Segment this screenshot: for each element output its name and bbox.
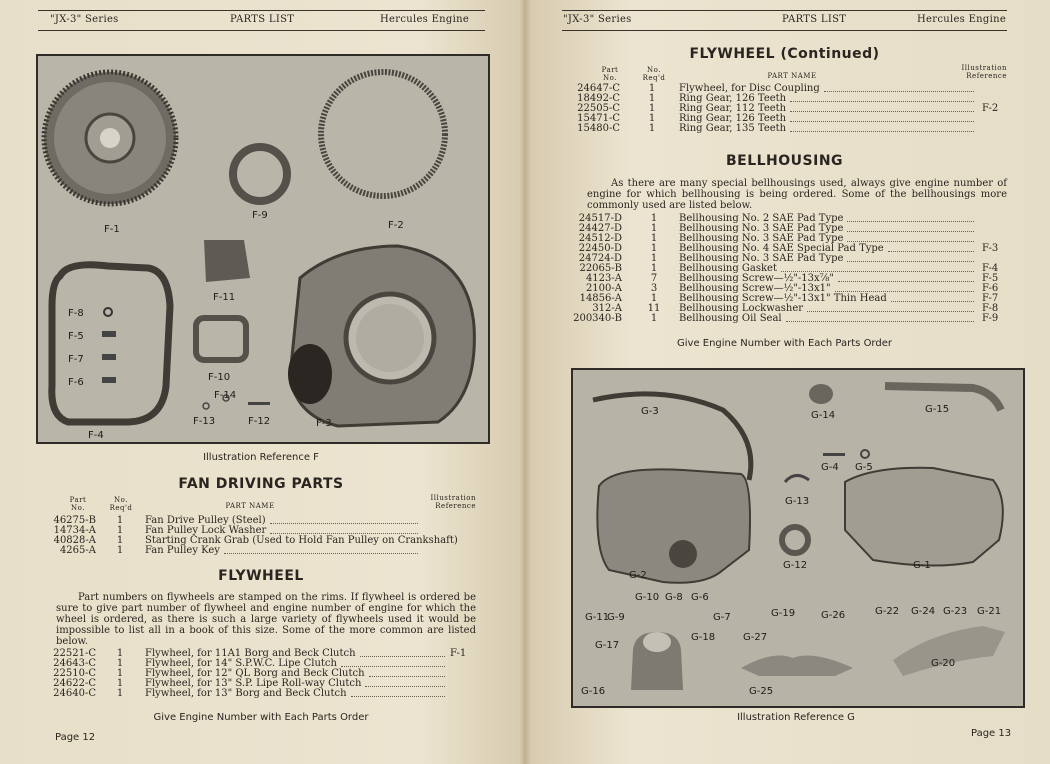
quantity: 1 [650,313,658,324]
part-number: 24643-C [53,658,96,669]
cover-plate-part [204,240,250,282]
part-number: 24517-D [578,213,622,224]
quantity: 1 [648,123,656,134]
quantity: 1 [116,545,124,556]
label-f2: F-2 [388,220,404,231]
page-number-left: Page 12 [55,732,96,743]
table-row [562,304,1007,314]
dot-leader [807,311,974,312]
quantity: 1 [648,93,656,104]
part-number: 14856-A [579,293,622,304]
part-number: 15471-C [577,113,620,124]
part-number: 4265-A [59,545,96,556]
quantity: 1 [116,668,124,679]
dot-leader [847,231,974,232]
quantity: 1 [116,535,124,546]
part-number: 46275-B [53,515,96,526]
label-g1: G-1 [913,560,931,571]
part-name: Fan Pulley Lock Washer [145,525,267,536]
header-series: "JX-3" Series [50,14,119,25]
part-name: Bellhousing Screw—½"-13x1" [679,283,831,294]
part-number: 22505-C [577,103,620,114]
dot-leader [888,251,974,252]
gear-cover-part [845,468,1003,566]
label-f6: F-6 [68,377,84,388]
bellhousing-paragraph: As there are many special bellhousings used, always give engine number of engine for which bellhousing is being ordered. Some of the bellhousings more commonly used are listed below. [587,178,1007,211]
label-g18: G-18 [691,632,716,643]
col-illustration-ref: Illustration Reference [430,494,476,510]
quantity: 1 [650,253,658,264]
part-number: 2100-A [585,283,622,294]
label-f3: F-3 [316,418,332,429]
part-number: 14734-A [53,525,96,536]
part-name: Flywheel, for 13" Borg and Beck Clutch [145,688,347,699]
table-row [40,689,480,699]
quantity: 1 [650,223,658,234]
dot-leader [270,523,418,524]
dot-leader [790,101,974,102]
part-number: 22521-C [53,648,96,659]
part-number: 4123-A [585,273,622,284]
label-g21: G-21 [977,606,1002,617]
quantity: 1 [650,213,658,224]
header-title: PARTS LIST [230,14,295,25]
label-f13: F-13 [193,416,216,427]
header-series: "JX-3" Series [563,14,632,25]
label-g11: G-11 [585,612,610,623]
dot-leader [847,261,974,262]
label-g7: G-7 [713,612,731,623]
col-no-reqd: No. Req'd [109,496,133,512]
fan-parts-table [40,516,480,556]
header-rule [562,10,1007,11]
label-f1: F-1 [104,224,120,235]
header-rule [38,10,485,11]
dot-leader [891,301,974,302]
label-g24: G-24 [911,606,936,617]
dot-leader [270,533,418,534]
quantity: 1 [650,263,658,274]
label-f14: F-14 [214,390,237,401]
flywheel-paragraph: Part numbers on flywheels are stamped on the rims. If flywheel is ordered be sure to give part number of flywheel and engine number of engine for which the wheel is ordered, as there is such a large variety of flywheels used it would be impossible to list all in a book of this size. Some of the more common are listed below. [56,592,476,647]
header-rule-bottom [38,30,485,31]
dot-leader [790,111,974,112]
part-name: Flywheel, for 13" S.P. Lipe Roll-way Clutch [145,678,362,689]
part-name: Ring Gear, 112 Teeth [679,103,787,114]
part-name: Bellhousing Lockwasher [679,303,804,314]
label-g17: G-17 [595,640,620,651]
part-name: Bellhousing Screw—½"-13x⅞" [679,273,834,284]
label-g15: G-15 [925,404,950,415]
illustration-reference: F-6 [982,283,999,294]
part-name: Bellhousing Screw—½"-13x1" Thin Head [679,293,887,304]
dot-leader [781,271,974,272]
dot-leader [224,553,418,554]
part-name: Ring Gear, 126 Teeth [679,113,787,124]
col-no-reqd: No. Req'd [642,66,666,82]
table-row [40,546,480,556]
quantity: 1 [116,648,124,659]
label-f10: F-10 [208,372,231,383]
header-title: PARTS LIST [782,14,847,25]
part-name: Bellhousing Oil Seal [679,313,782,324]
label-g8: G-8 [665,592,683,603]
figure-caption-g: Illustration Reference G [737,712,855,723]
illustration-reference: F-8 [982,303,999,314]
part-number: 312-A [592,303,622,314]
dot-leader [838,281,974,282]
part-name: Starting Crank Grab (Used to Hold Fan Pulley on Crankshaft) [145,535,458,546]
flywheel-parts-table [40,649,480,699]
part-name: Flywheel, for 12" QL Borg and Beck Clutch [145,668,365,679]
quantity: 1 [648,113,656,124]
label-f12: F-12 [248,416,271,427]
part-number: 22450-D [578,243,622,254]
part-number: 24724-D [578,253,622,264]
header-engine: Hercules Engine [380,14,470,25]
dot-leader [847,221,974,222]
label-f7: F-7 [68,354,84,365]
quantity: 1 [650,293,658,304]
part-name: Bellhousing Gasket [679,263,777,274]
part-number: 200340-B [573,313,622,324]
flywheel-section-title: FLYWHEEL [218,568,304,584]
label-g6: G-6 [691,592,709,603]
part-number: 22065-B [579,263,622,274]
footer-note-right: Give Engine Number with Each Parts Order [677,338,892,349]
quantity: 1 [116,688,124,699]
label-f11: F-11 [213,292,236,303]
dot-leader [847,241,974,242]
dot-leader [790,131,974,132]
quantity: 1 [648,103,656,114]
part-number: 24622-C [53,678,96,689]
figure-caption-f: Illustration Reference F [203,452,319,463]
label-g2: G-2 [629,570,647,581]
dot-leader [790,121,974,122]
part-name: Bellhousing No. 2 SAE Pad Type [679,213,844,224]
part-name: Flywheel, for 11A1 Borg and Beck Clutch [145,648,356,659]
dot-leader [369,676,445,677]
quantity: 1 [650,243,658,254]
illustration-reference: F-3 [982,243,999,254]
cap-part [809,384,833,404]
dot-leader [835,291,974,292]
flywheel-part [44,72,176,204]
part-number: 22510-C [53,668,96,679]
label-g23: G-23 [943,606,968,617]
part-number: 24640-C [53,688,96,699]
label-g13: G-13 [785,496,810,507]
part-number: 24647-C [577,83,620,94]
part-number: 40828-A [53,535,96,546]
col-part-no: Part No. [601,66,619,82]
part-name: Bellhousing No. 3 SAE Pad Type [679,233,844,244]
flywheel-continued-table [562,84,1007,134]
part-name: Ring Gear, 135 Teeth [679,123,787,134]
bellhousing-parts-table [562,214,1007,324]
quantity: 1 [116,678,124,689]
dot-leader [351,696,445,697]
label-g5: G-5 [855,462,873,473]
illustration-g [571,368,1025,708]
label-g9: G-9 [607,612,625,623]
illustration-f [36,54,490,444]
page-13 [527,0,1050,764]
quantity: 1 [650,233,658,244]
part-name: Fan Pulley Key [145,545,220,556]
label-g20: G-20 [931,658,956,669]
table-row [562,124,1007,134]
quantity: 3 [650,283,658,294]
label-g19: G-19 [771,608,796,619]
part-name: Ring Gear, 126 Teeth [679,93,787,104]
label-g12: G-12 [783,560,808,571]
label-g10: G-10 [635,592,660,603]
illustration-reference: F-2 [982,103,999,114]
flywheel-continued-title: FLYWHEEL (Continued) [689,46,880,62]
quantity: 1 [116,515,124,526]
label-g25: G-25 [749,686,774,697]
part-number: 24427-D [578,223,622,234]
illustration-reference: F-1 [450,648,467,659]
quantity: 7 [650,273,658,284]
table-row [562,254,1007,264]
label-g3: G-3 [641,406,659,417]
label-g4: G-4 [821,462,839,473]
label-f9: F-9 [252,210,268,221]
page-number-right: Page 13 [971,728,1012,739]
col-part-name: PART NAME [767,72,817,80]
label-f8: F-8 [68,308,84,319]
label-f4: F-4 [88,430,104,441]
dot-leader [824,91,974,92]
part-number: 18492-C [577,93,620,104]
timing-cover-part [597,469,750,582]
quantity: 1 [116,525,124,536]
col-part-no: Part No. [69,496,87,512]
part-number: 24512-D [578,233,622,244]
col-illustration-ref: Illustration Reference [961,64,1007,80]
part-name: Bellhousing No. 4 SAE Special Pad Type [679,243,884,254]
label-g22: G-22 [875,606,900,617]
fan-section-title: FAN DRIVING PARTS [178,476,344,492]
illustration-g-drawing [573,370,1023,706]
part-name: Flywheel, for 14" S.P.W.C. Lipe Clutch [145,658,337,669]
dot-leader [786,321,974,322]
label-g27: G-27 [743,632,768,643]
part-name: Bellhousing No. 3 SAE Pad Type [679,223,844,234]
quantity: 1 [116,658,124,669]
illustration-reference: F-5 [982,273,999,284]
label-g16: G-16 [581,686,606,697]
illustration-reference: F-7 [982,293,999,304]
table-row [40,536,480,546]
table-row [562,314,1007,324]
label-f5: F-5 [68,331,84,342]
header-rule-bottom [562,30,1007,31]
dot-leader [360,656,445,657]
dot-leader [341,666,445,667]
part-name: Fan Drive Pulley (Steel) [145,515,266,526]
quantity: 11 [647,303,661,314]
part-number: 15480-C [577,123,620,134]
bellhousing-section-title: BELLHOUSING [725,153,844,169]
part-name: Bellhousing No. 3 SAE Pad Type [679,253,844,264]
illustration-reference: F-9 [982,313,999,324]
illustration-reference: F-4 [982,263,999,274]
label-g14: G-14 [811,410,836,421]
part-name: Flywheel, for Disc Coupling [679,83,820,94]
col-part-name: PART NAME [225,502,275,510]
illustration-f-drawing [38,56,488,442]
header-engine: Hercules Engine [917,14,1007,25]
footer-note-left: Give Engine Number with Each Parts Order [153,712,369,723]
label-g26: G-26 [821,610,846,621]
quantity: 1 [648,83,656,94]
dot-leader [365,686,445,687]
bellhousing-part [288,246,474,426]
